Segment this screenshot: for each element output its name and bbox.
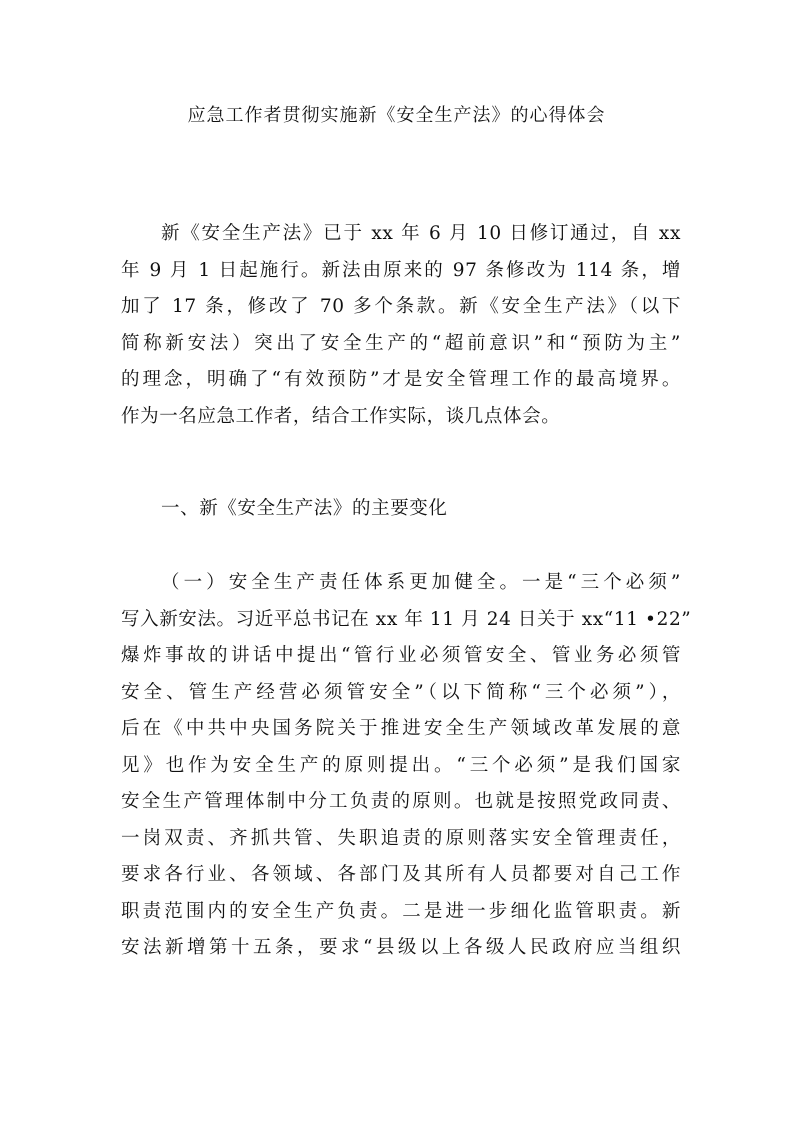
paragraph-line: 安全、管生产经营必须管安全”（以下简称“三个必须”）， bbox=[121, 681, 681, 703]
paragraph-line: （一）安全生产责任体系更加健全。一是“三个必须” bbox=[161, 572, 681, 593]
paragraph-line: 年 9 月 1 日起施行。新法由原来的 97 条修改为 114 条，增 bbox=[121, 259, 681, 281]
paragraph-line: 写入新安法。习近平总书记在 xx 年 11 月 24 日关于 xx“11 •22” bbox=[121, 608, 692, 630]
paragraph-line: 见》也作为安全生产的原则提出。“三个必须”是我们国家 bbox=[121, 754, 681, 776]
paragraph-line: 要求各行业、各领域、各部门及其所有人员都要对自己工作 bbox=[121, 864, 681, 885]
paragraph-line: 新《安全生产法》已于 xx 年 6 月 10 日修订通过，自 xx bbox=[161, 223, 681, 244]
paragraph-line: 爆炸事故的讲话中提出“管行业必须管安全、管业务必须管 bbox=[121, 645, 681, 666]
paragraph-line: 简称新安法）突出了安全生产的“超前意识”和“预防为主” bbox=[121, 332, 681, 354]
paragraph-line: 一岗双责、齐抓共管、失职追责的原则落实安全管理责任， bbox=[121, 827, 681, 849]
paragraph-line: 作为一名应急工作者，结合工作实际，谈几点体会。 bbox=[121, 405, 561, 427]
section-paragraph bbox=[121, 565, 692, 967]
paragraph-line: 职责范围内的安全生产负责。二是进一步细化监管职责。新 bbox=[121, 900, 681, 922]
intro-paragraph bbox=[121, 216, 681, 435]
document-title: 应急工作者贯彻实施新《安全生产法》的心得体会 bbox=[187, 105, 606, 126]
paragraph-line: 的理念，明确了“有效预防”才是安全管理工作的最高境界。 bbox=[121, 369, 681, 390]
section-heading: 一、新《安全生产法》的主要变化 bbox=[161, 498, 448, 519]
paragraph-line: 安全生产管理体制中分工负责的原则。也就是按照党政同责、 bbox=[121, 791, 681, 812]
paragraph-line: 加了 17 条，修改了 70 多个条款。新《安全生产法》（以下 bbox=[121, 296, 681, 317]
paragraph-line: 安法新增第十五条，要求“县级以上各级人民政府应当组织 bbox=[121, 937, 681, 958]
paragraph-line: 后在《中共中央国务院关于推进安全生产领域改革发展的意 bbox=[121, 718, 681, 739]
